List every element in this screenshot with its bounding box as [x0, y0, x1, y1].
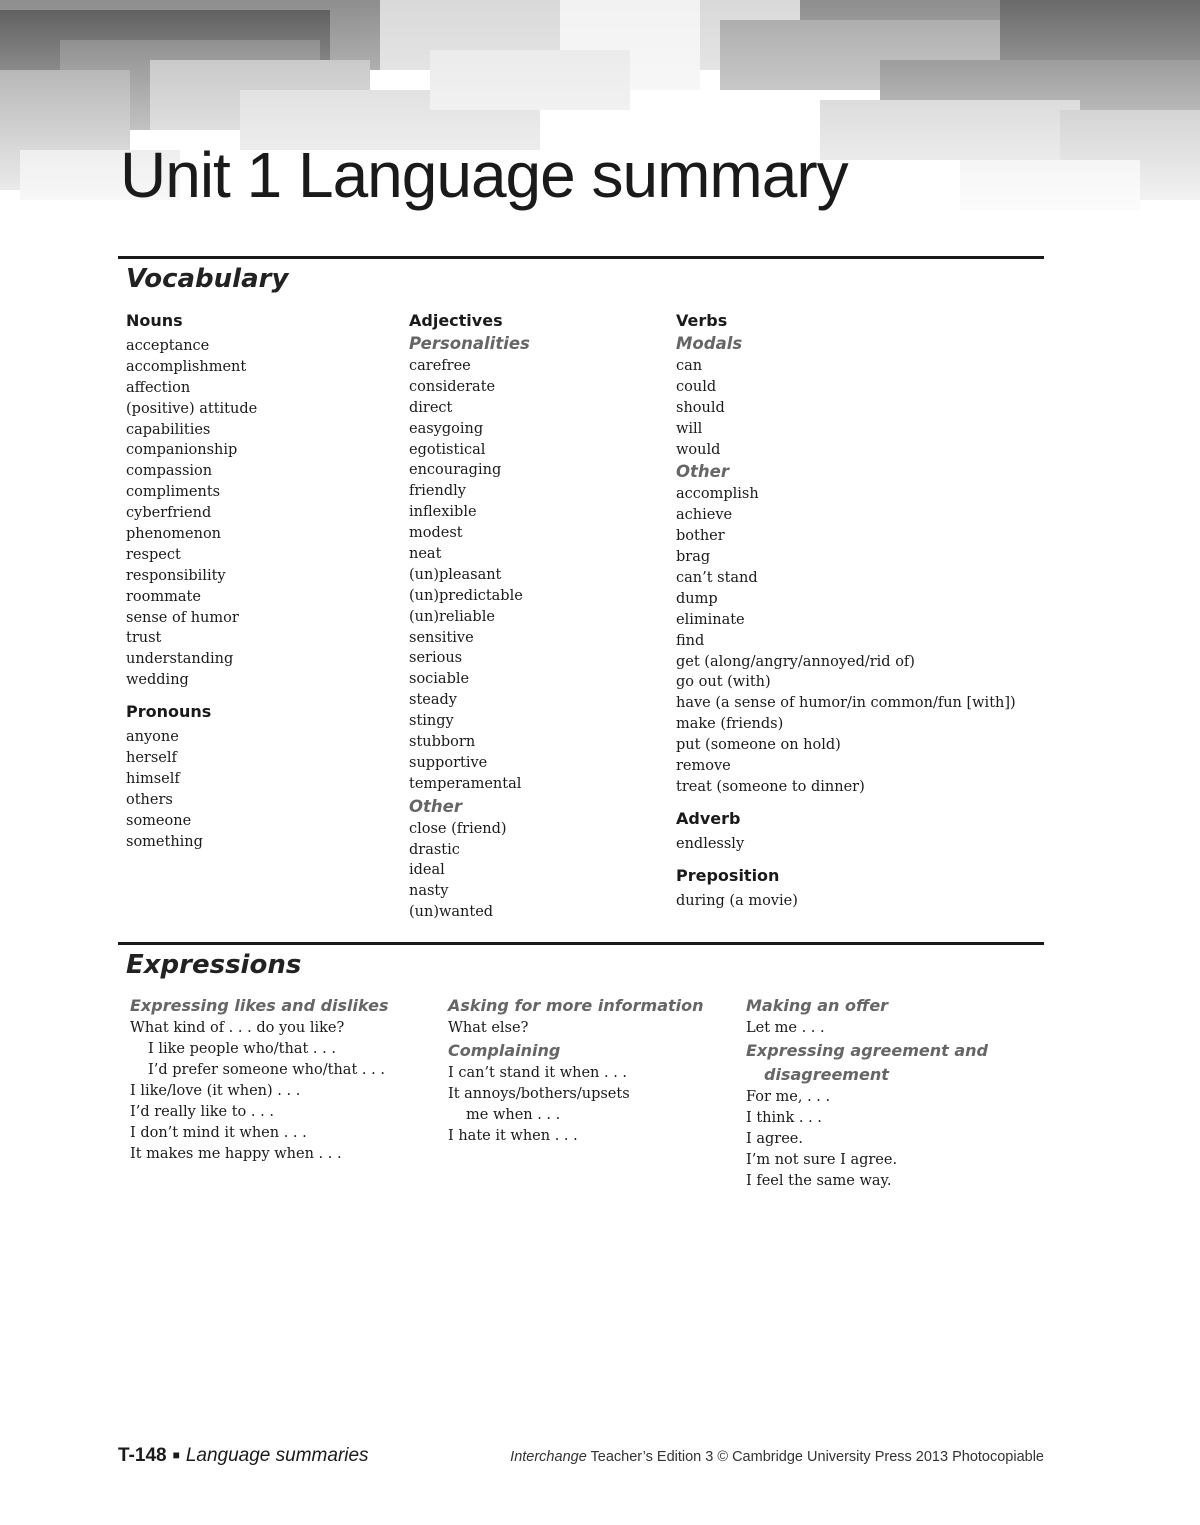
- expression-line: I’d prefer someone who/that . . .: [148, 1062, 385, 1078]
- expression-line: Let me . . .: [746, 1020, 825, 1036]
- list-item: sociable: [409, 671, 470, 688]
- list-item: drastic: [409, 841, 460, 858]
- list-item: remove: [676, 758, 731, 775]
- list-item: (un)wanted: [409, 904, 494, 921]
- list-item: will: [676, 420, 703, 437]
- square-bullet-icon: ■: [172, 1448, 180, 1462]
- list-item: understanding: [126, 651, 234, 668]
- list-item: (positive) attitude: [126, 400, 258, 417]
- expressions-heading: Expressions: [126, 950, 302, 980]
- list-item: egotistical: [409, 441, 486, 458]
- list-item: easygoing: [409, 420, 484, 437]
- footer-left: [118, 1445, 369, 1467]
- vocabulary-heading: Vocabulary: [126, 264, 289, 294]
- expression-line: I like people who/that . . .: [148, 1041, 336, 1057]
- list-item: treat (someone to dinner): [676, 778, 865, 795]
- adjectives-other-label: Other: [409, 796, 462, 816]
- adjectives-label: Adjectives: [409, 311, 503, 330]
- pronouns-label: Pronouns: [126, 702, 212, 722]
- list-item: (un)predictable: [409, 587, 523, 604]
- expression-line: It annoys/bothers/upsets: [448, 1086, 630, 1102]
- expression-line: I think . . .: [746, 1110, 822, 1126]
- expression-line: I like/love (it when) . . .: [130, 1083, 301, 1099]
- offer-agreement-column: [746, 994, 988, 1192]
- list-item: himself: [126, 770, 180, 787]
- list-item: direct: [409, 399, 453, 416]
- verbs-label: Verbs: [676, 311, 728, 330]
- list-item: during (a movie): [676, 892, 798, 909]
- footer-credit: [510, 1449, 1044, 1465]
- list-item: something: [126, 833, 203, 850]
- personalities-label: Personalities: [409, 334, 530, 353]
- list-item: temperamental: [409, 775, 522, 792]
- list-item: can: [676, 358, 703, 374]
- list-item: find: [676, 632, 705, 649]
- expression-line: I agree.: [746, 1131, 803, 1147]
- list-item: steady: [409, 692, 457, 709]
- list-item: carefree: [409, 358, 471, 374]
- agreement-label: Expressing agreement and: [746, 1041, 989, 1060]
- list-item: should: [676, 399, 725, 416]
- page-footer: [118, 1445, 1044, 1471]
- list-item: put (someone on hold): [676, 737, 841, 754]
- list-item: herself: [126, 750, 177, 767]
- list-item: affection: [126, 379, 191, 396]
- expression-line: me when . . .: [466, 1107, 561, 1123]
- agreement-label-continued: disagreement: [764, 1065, 889, 1084]
- expression-line: I feel the same way.: [746, 1173, 892, 1189]
- list-item: accomplish: [676, 486, 759, 503]
- page-number: T-148: [118, 1445, 167, 1466]
- expressions-divider: [118, 942, 1044, 945]
- list-item: modest: [409, 525, 463, 542]
- expression-line: For me, . . .: [746, 1089, 831, 1105]
- list-item: acceptance: [126, 338, 210, 354]
- list-item: considerate: [409, 378, 496, 395]
- list-item: responsibility: [126, 567, 226, 584]
- more-info-label: Asking for more information: [448, 996, 704, 1015]
- list-item: sense of humor: [126, 609, 239, 626]
- list-item: brag: [676, 549, 711, 566]
- complaining-label: Complaining: [448, 1041, 561, 1060]
- list-item: roommate: [126, 588, 201, 605]
- expression-line: I hate it when . . .: [448, 1128, 578, 1144]
- list-item: dump: [676, 590, 718, 607]
- modals-label: Modals: [676, 334, 743, 353]
- adverb-label: Adverb: [676, 808, 741, 828]
- copyright-text: Teacher’s Edition 3 © Cambridge University Press 2013 Photocopiable: [590, 1449, 1044, 1465]
- list-item: sensitive: [409, 629, 474, 646]
- list-item: stingy: [409, 713, 454, 730]
- list-item: ideal: [409, 862, 445, 879]
- page-title: Unit 1 Language summary: [120, 139, 848, 211]
- list-item: trust: [126, 630, 162, 647]
- list-item: compliments: [126, 484, 221, 501]
- verbs-other-label: Other: [676, 462, 729, 482]
- nouns-label: Nouns: [126, 311, 183, 330]
- list-item: anyone: [126, 729, 179, 746]
- expression-line: I’d really like to . . .: [130, 1104, 274, 1120]
- adjectives-column: [409, 310, 530, 923]
- list-item: companionship: [126, 442, 238, 459]
- list-item: friendly: [409, 483, 466, 500]
- list-item: close (friend): [409, 820, 507, 837]
- expression-line: I don’t mind it when . . .: [130, 1125, 307, 1141]
- list-item: achieve: [676, 507, 733, 524]
- list-item: endlessly: [676, 835, 745, 852]
- expression-line: What else?: [448, 1020, 529, 1036]
- list-item: would: [676, 441, 721, 458]
- list-item: phenomenon: [126, 526, 222, 543]
- list-item: encouraging: [409, 462, 502, 479]
- list-item: could: [676, 378, 717, 395]
- list-item: serious: [409, 650, 463, 667]
- list-item: stubborn: [409, 734, 476, 751]
- list-item: others: [126, 791, 173, 808]
- offer-label: Making an offer: [746, 996, 889, 1015]
- likes-dislikes-column: [130, 994, 388, 1165]
- book-title: Interchange: [510, 1449, 587, 1465]
- list-item: capabilities: [126, 421, 211, 438]
- list-item: wedding: [126, 672, 189, 689]
- list-item: nasty: [409, 883, 449, 900]
- list-item: neat: [409, 546, 442, 563]
- likes-dislikes-label: Expressing likes and dislikes: [130, 996, 389, 1015]
- list-item: cyberfriend: [126, 505, 212, 522]
- list-item: inflexible: [409, 504, 477, 521]
- list-item: can’t stand: [676, 570, 758, 587]
- vocabulary-divider: [118, 256, 1044, 259]
- list-item: eliminate: [676, 611, 745, 628]
- footer-section-label: Language summaries: [185, 1445, 369, 1466]
- list-item: respect: [126, 546, 181, 563]
- list-item: (un)pleasant: [409, 566, 502, 583]
- list-item: supportive: [409, 754, 488, 771]
- list-item: go out (with): [676, 674, 771, 691]
- verbs-column: [676, 310, 1016, 912]
- list-item: compassion: [126, 463, 213, 480]
- expression-line: I’m not sure I agree.: [746, 1152, 898, 1168]
- list-item: get (along/angry/annoyed/rid of): [676, 653, 915, 670]
- list-item: someone: [126, 812, 192, 829]
- expression-line: It makes me happy when . . .: [130, 1146, 342, 1162]
- list-item: bother: [676, 528, 725, 545]
- list-item: have (a sense of humor/in common/fun [with]): [676, 695, 1016, 712]
- list-item: (un)reliable: [409, 608, 495, 625]
- preposition-label: Preposition: [676, 865, 780, 885]
- list-item: accomplishment: [126, 358, 247, 375]
- info-complaining-column: [448, 994, 704, 1147]
- expression-line: What kind of . . . do you like?: [130, 1020, 345, 1036]
- nouns-pronouns-column: [126, 310, 257, 852]
- list-item: make (friends): [676, 716, 784, 733]
- expression-line: I can’t stand it when . . .: [448, 1065, 628, 1081]
